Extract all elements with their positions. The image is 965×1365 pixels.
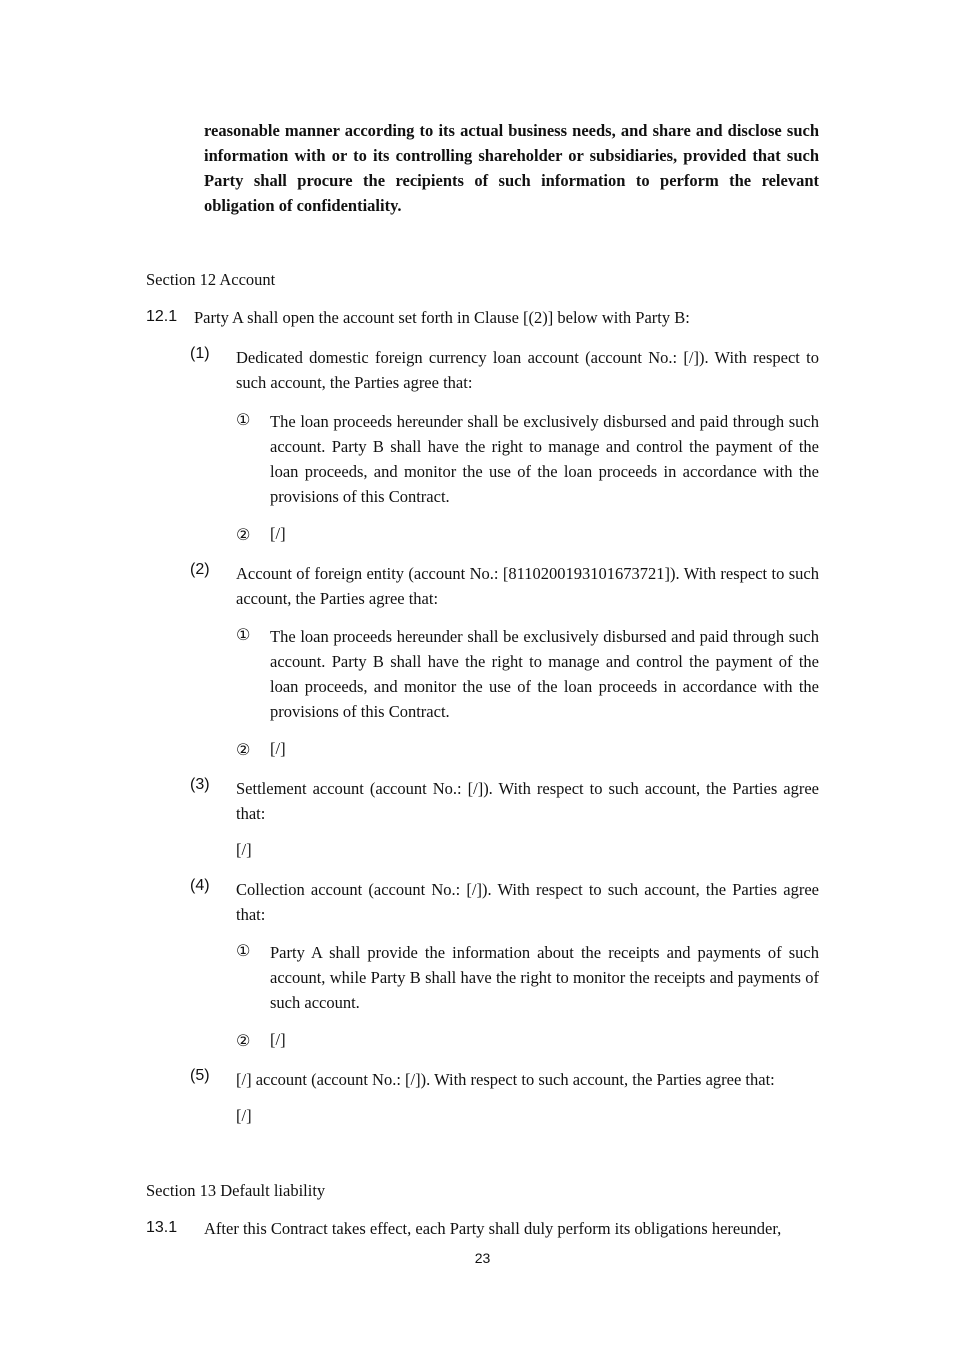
item-2-sub-1-marker: ① xyxy=(236,625,251,644)
item-4-sub-2-marker: ② xyxy=(236,1031,251,1050)
item-4-number: (4) xyxy=(190,877,210,894)
item-4-text: Collection account (account No.: [/]). With respect to such account, the Parties agree that: xyxy=(236,880,819,924)
section-12-heading: Section 12 Account xyxy=(146,270,276,289)
item-2-text: Account of foreign entity (account No.: [8110200193101673721]). With respect to such account, the Parties agree that: xyxy=(236,564,819,608)
item-2-sub-2-marker: ② xyxy=(236,740,251,759)
item-3-plain-text: [/] xyxy=(236,840,252,859)
item-1-number: (1) xyxy=(190,345,210,362)
item-5-plain-text: [/] xyxy=(236,1106,252,1125)
item-3-text: Settlement account (account No.: [/]). With respect to such account, the Parties agree that: xyxy=(236,779,819,823)
item-4-sub-2-text: [/] xyxy=(270,1030,286,1049)
item-1-text: Dedicated domestic foreign currency loan account (account No.: [/]). With respect to such account, the Parties agree that: xyxy=(236,348,819,392)
item-5-text: [/] account (account No.: [/]). With respect to such account, the Parties agree that: xyxy=(236,1070,775,1089)
item-1-sub-2-text: [/] xyxy=(270,524,286,543)
item-3-number: (3) xyxy=(190,776,210,793)
item-1-sub-2-marker: ② xyxy=(236,525,251,544)
section-13-heading: Section 13 Default liability xyxy=(146,1181,326,1200)
clause-13-1-number: 13.1 xyxy=(146,1219,178,1236)
page-number: 23 xyxy=(474,1250,491,1266)
clause-12-1-text: Party A shall open the account set forth in Clause [(2)] below with Party B: xyxy=(194,308,690,327)
item-1-sub-1-text: The loan proceeds hereunder shall be exclusively disbursed and paid through such account. Party B shall have the right to manage and control the payment of the loan proceeds, and monitor the use of the loan proceeds in accordance with the provisions of this Contract. xyxy=(270,412,819,506)
intro-paragraph: reasonable manner according to its actual business needs, and share and disclose such information with or to its controlling shareholder or subsidiaries, provided that such Party shall procure the recipients of such information to perform the relevant obligation of confidentiality. xyxy=(204,121,819,215)
item-4-sub-1-text: Party A shall provide the information about the receipts and payments of such account, while Party B shall have the right to monitor the receipts and payments of such account. xyxy=(270,943,819,1012)
item-2-sub-2-text: [/] xyxy=(270,739,286,758)
item-1-sub-1-marker: ① xyxy=(236,410,251,429)
item-5-number: (5) xyxy=(190,1067,210,1084)
clause-12-1-number: 12.1 xyxy=(146,308,178,325)
item-2-sub-1-text: The loan proceeds hereunder shall be exclusively disbursed and paid through such account. Party B shall have the right to manage and control the payment of the loan proceeds, and monitor the use of the loan proceeds in accordance with the provisions of this Contract. xyxy=(270,627,819,721)
clause-13-1-text: After this Contract takes effect, each Party shall duly perform its obligations hereunder, xyxy=(204,1219,782,1238)
item-4-sub-1-marker: ① xyxy=(236,941,251,960)
item-2-number: (2) xyxy=(190,561,210,578)
